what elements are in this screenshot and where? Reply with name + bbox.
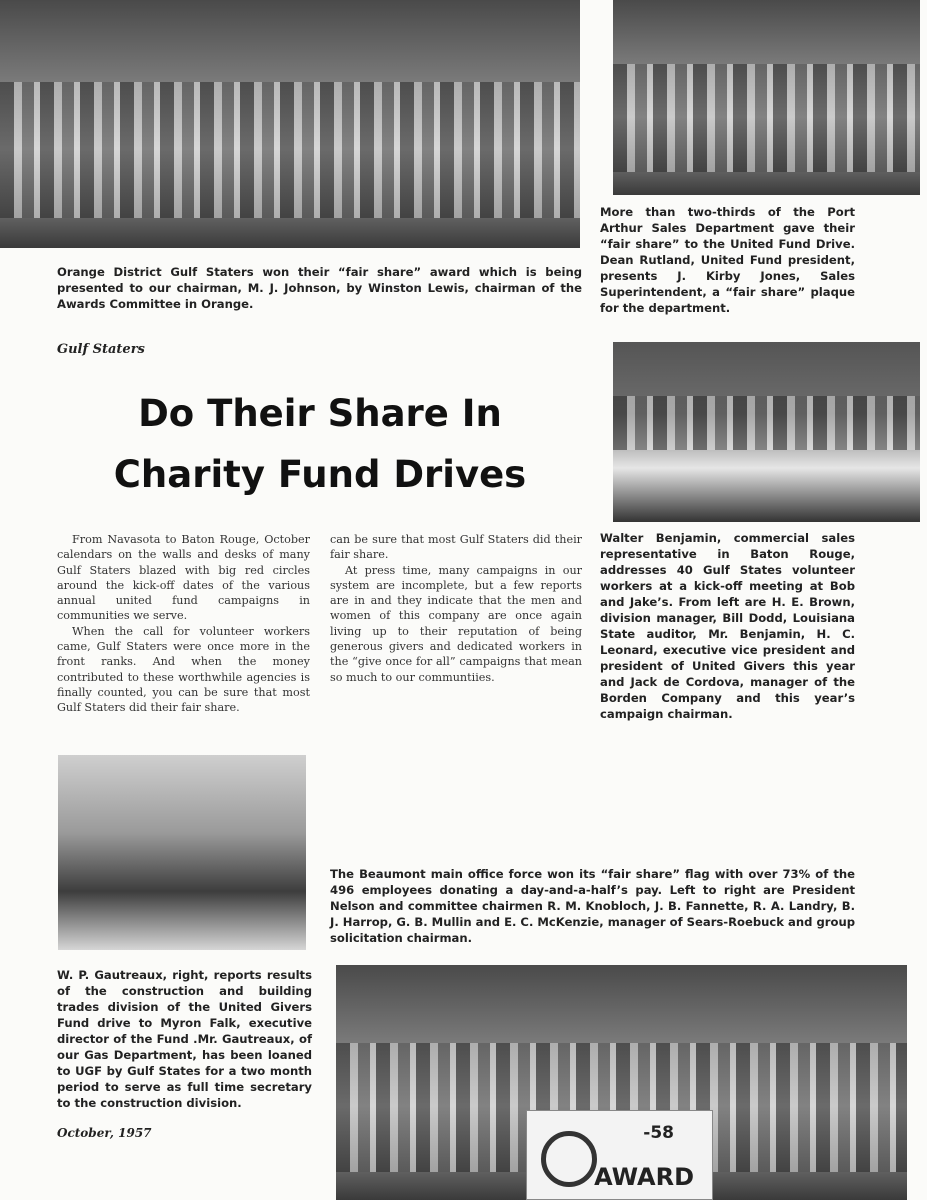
article-body-column-2 <box>330 532 582 685</box>
article-kicker: Gulf Staters <box>57 342 145 357</box>
caption-baton-rouge: Walter Benjamin, commercial sales representative in Baton Rouge, addresses 40 Gulf States volunteer workers at a kick-off meeting at Bob and Jake’s. From left are H. E. Brown, division manager, Bill Dodd, Louisiana State auditor, Mr. Benjamin, H. C. Leonard, executive vice president and president of United Givers this year and Jack de Cordova, manager of the Borden Company and this year’s campaign chairman. <box>600 531 855 721</box>
photo-port-arthur-sales <box>613 0 920 195</box>
award-flag-year: -58 <box>643 1123 674 1143</box>
caption-beaumont: The Beaumont main office force won its “fair share” flag with over 73% of the 496 employees donating a day-and-a-half’s pay. Left to right are President Nelson and committee chairmen R. M. Knobloch, J. B. Fannette, R. A. Landry, B. J. Harrop, G. B. Mullin and E. C. McKenzie, manager of Sears-Roebuck and group solicitation chairman. <box>330 867 855 945</box>
united-fund-logo <box>541 1131 597 1187</box>
article-title-line1: Do Their Share In <box>138 392 502 435</box>
article-title-line2: Charity Fund Drives <box>113 453 527 496</box>
award-flag <box>526 1110 713 1200</box>
caption-port-arthur: More than two-thirds of the Port Arthur Sales Department gave their “fair share” to the United Fund Drive. Dean Rutland, United Fund president, presents J. Kirby Jones, Sales Superintendent, a “fair share” plaque for the department. <box>600 205 855 315</box>
photo-orange-district-group <box>0 0 580 248</box>
footer-date: October, 1957 <box>57 1126 152 1140</box>
caption-orange-district: Orange District Gulf Staters won their “fair share” award which is being presented to our chairman, M. J. Johnson, by Winston Lewis, chairman of the Awards Committee in Orange. <box>57 265 582 311</box>
article-body-column-1 <box>57 532 310 715</box>
photo-beaumont-award <box>336 965 907 1200</box>
caption-gautreaux: W. P. Gautreaux, right, reports results of the construction and building trades division of the United Givers Fund drive to Myron Falk, executive director of the Fund .Mr. Gautreaux, of our Gas Department, has been loaned to UGF by Gulf States for a two month period to serve as full time secretary to the construction division. <box>57 968 312 1110</box>
article-paragraph-continued: can be sure that most Gulf Staters did their fair share. <box>330 533 582 562</box>
award-flag-text: AWARD <box>594 1163 694 1191</box>
article-paragraph: From Navasota to Baton Rouge, October calendars on the walls and desks of many Gulf Staters blazed with big red circles around the kick-off dates of the various annual united fund campaigns in communities we serve. <box>57 533 310 623</box>
photo-baton-rouge-meeting <box>613 342 920 522</box>
photo-gautreaux-falk <box>58 755 306 950</box>
article-paragraph: At press time, many campaigns in our system are incomplete, but a few reports are in and they indicate that the men and women of this company are once again living up to their reputation of being generous givers and dedicated workers in the “give once for all” campaigns that mean so much to our communtiies. <box>330 563 582 684</box>
article-paragraph: When the call for volunteer workers came, Gulf Staters were once more in the front ranks. And when the money contributed to these worthwhile agencies is finally counted, you can be sure that most Gulf Staters did their fair share. <box>57 624 310 715</box>
